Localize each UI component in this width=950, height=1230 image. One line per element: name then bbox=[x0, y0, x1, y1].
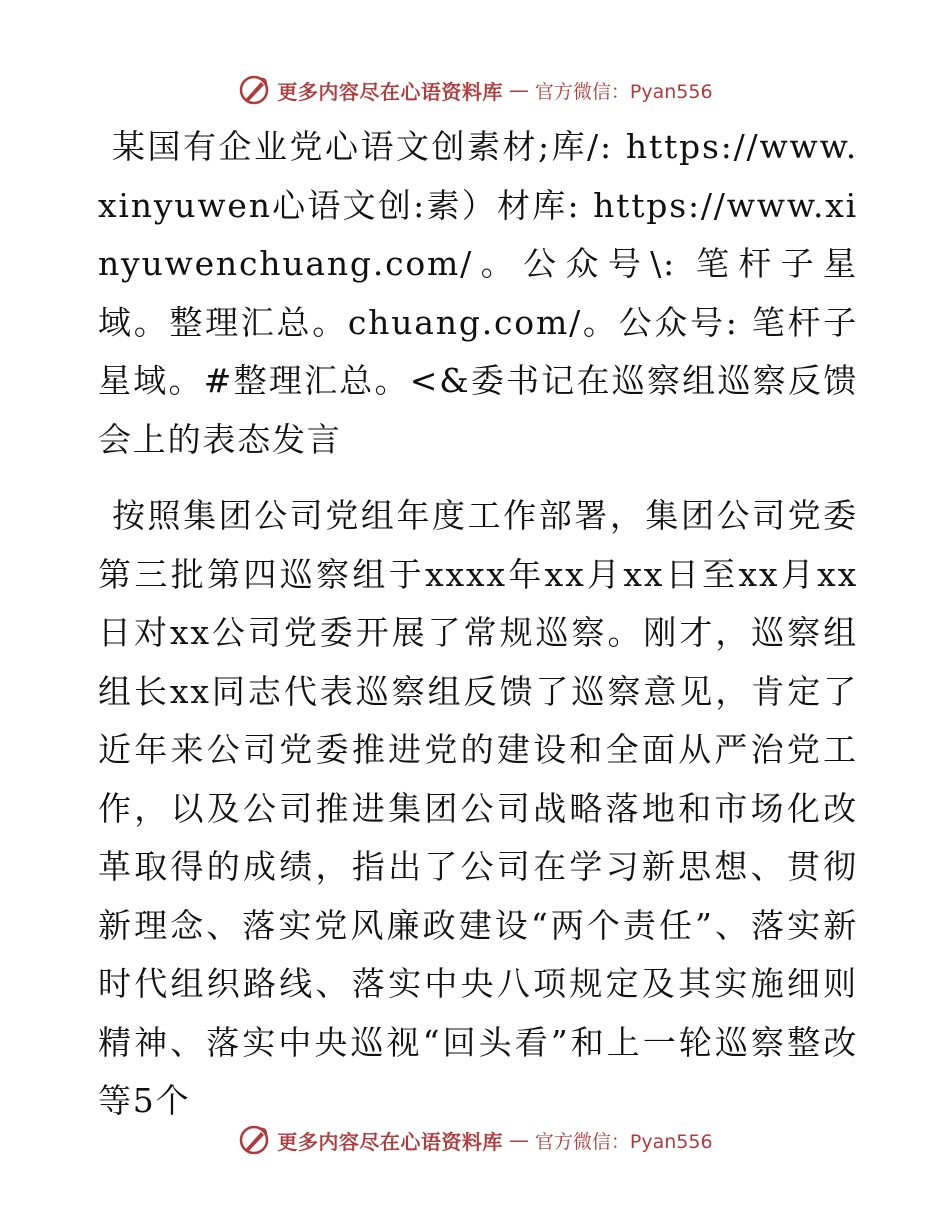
header-banner bbox=[0, 70, 950, 110]
quill-pen-logo-icon bbox=[237, 73, 271, 107]
document-body bbox=[98, 118, 858, 1131]
banner-contact-text: 官方微信：Pyan556 bbox=[534, 80, 713, 103]
banner-brand-text: 更多内容尽在心语资料库 bbox=[277, 79, 503, 104]
quill-pen-logo-icon bbox=[237, 1123, 271, 1157]
footer-banner bbox=[0, 1120, 950, 1160]
banner-separator: — bbox=[508, 78, 529, 102]
banner-separator: — bbox=[508, 1128, 529, 1152]
paragraph-title-block: 某国有企业党心语文创素材;库/: https://www.xinyuwen心语文创:素）材库: https://www.xinyuwenchuang.com/。公众号\: 笔杆子星域。整理汇总。chuang.com/。公众号: 笔杆子星域。#整理汇总。<&委书记在巡察组巡察反馈会上的表态发言 bbox=[98, 127, 858, 459]
banner-brand-text: 更多内容尽在心语资料库 bbox=[277, 1129, 503, 1154]
banner-contact-text: 官方微信：Pyan556 bbox=[534, 1130, 713, 1153]
paragraph-main: 按照集团公司党组年度工作部署，集团公司党委第三批第四巡察组于xxxx年xx月xx日至xx月xx日对xx公司党委开展了常规巡察。刚才，巡察组组长xx同志代表巡察组反馈了巡察意见，肯定了近年来公司党委推进党的建设和全面从严治党工作，以及公司推进集团公司战略落地和市场化改革取得的成绩，指出了公司在学习新思想、贯彻新理念、落实党风廉政建设“两个责任”、落实新时代组织路线、落实中央八项规定及其实施细则精神、落实中央巡视“回头看”和上一轮巡察整改等5个 bbox=[98, 496, 858, 1120]
